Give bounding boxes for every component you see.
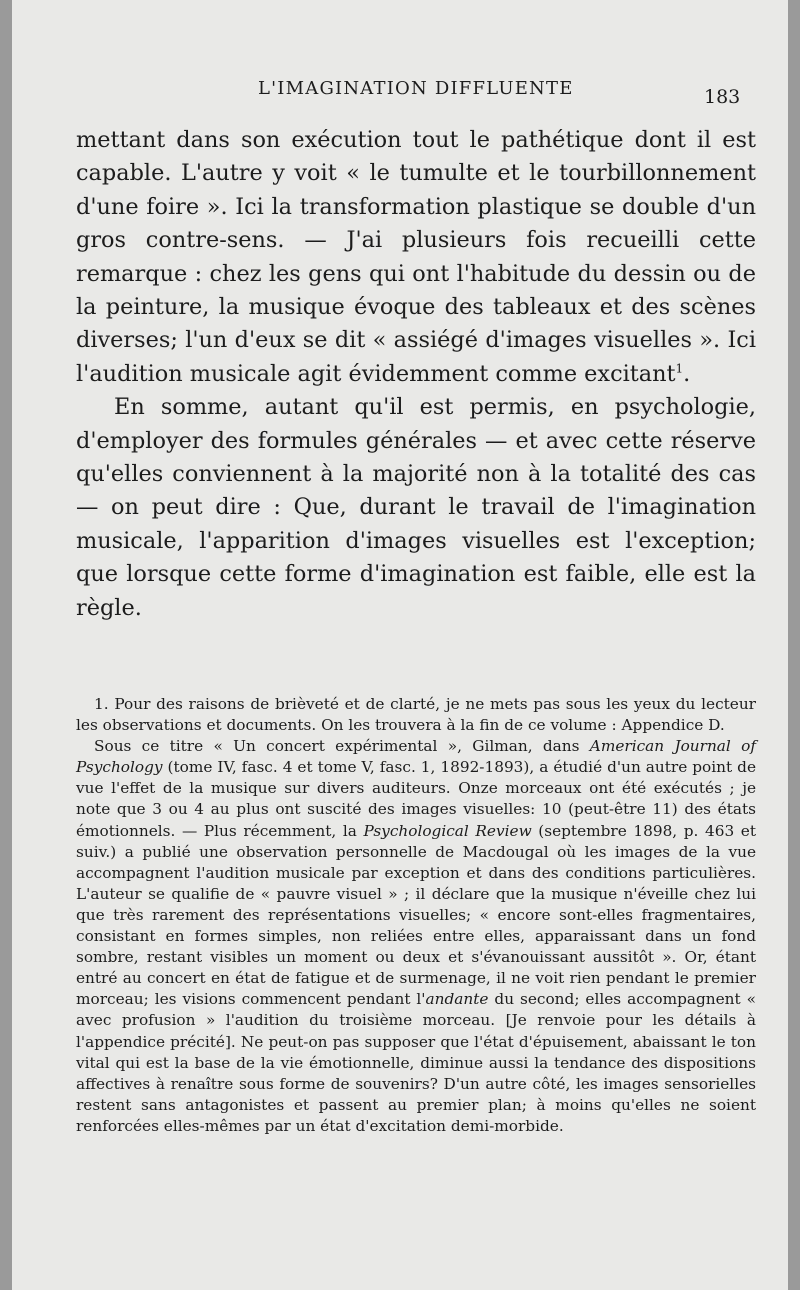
running-head: L'IMAGINATION DIFFLUENTE — [258, 78, 574, 99]
paragraph-1 — [76, 124, 756, 391]
footnote-text-c: (septembre 1898, p. 463 et suiv.) a publié une observation personnelle de Macdougal où les images de la vue accompagnent l'audition musicale par exception et dans des conditions particulières. L'auteur se qualifie de « pauvre visuel » ; il déclare que la musique n'éveille chez lui que très rarement des représentations visuelles; « encore sont-elles fragmentaires, consistant en formes simples, non reliées entre elles, apparaissant dans un fond sombre, restant visibles un moment ou deux et s'évanouissant aussitôt ». Or, étant entré au concert en état de fatigue et de surmenage, il ne voit rien pendant le premier morceau; les visions commencent pendant l' — [76, 821, 757, 1009]
main-text — [76, 124, 756, 625]
footnote-reference: 1 — [675, 361, 684, 376]
book-page — [12, 0, 788, 1290]
footnote-1: 1. Pour des raisons de brièveté et de clarté, je ne mets pas sous les yeux du lecteur les observations et documents. On les trouvera à la fin de ce volume : Appendice D. — [76, 695, 756, 735]
footnote-text-d: du second; elles accompagnent « avec profusion » l'audition du troisième morceau. [Je renvoie pour les détails à l'appendice précité]. Ne peut-on pas supposer que l'état d'épuisement, abaissant le ton vital qui est la base de la vie émotionnelle, diminue aussi la tendance des dispositions affectives à renaître sous forme de souvenirs? D'un autre côté, les images sensorielles restent sans antagonistes et passent au premier plan; à moins qu'elles ne soient renforcées elles-mêmes par un état d'excitation demi-morbide. — [76, 990, 756, 1135]
journal-title-psychological-review: Psychological Review — [363, 821, 532, 840]
page-number: 183 — [704, 86, 741, 108]
footnote-text-a: Sous ce titre « Un concert expérimental », Gilman, dans — [94, 737, 590, 756]
footnote-text-b: (tome IV, fasc. 4 et tome V, fasc. 1, 1892-1893), a étudié d'un autre point de vue l'effet de la musique sur divers auditeurs. Onze morceaux ont été exécutés ; je note que 3 ou 4 au plus ont suscité des images visuelles: 10 (peut-être 11) des états émotionnels. — Plus récemment, la — [76, 758, 756, 840]
journal-title-american: American Journal of Psychology — [76, 737, 756, 777]
andante-term: andante — [425, 990, 489, 1009]
paragraph-1-text: mettant dans son exécution tout le pathétique dont il est capable. L'autre y voit « le tumulte et le tourbillonnement d'une foire ». Ici la transformation plastique se double d'un gros contre-sens. — J'ai plusieurs fois recueilli cette remarque : chez les gens qui ont l'habitude du dessin ou de la peinture, la musique évoque des tableaux et des scènes diverses; l'un d'eux se dit « assiégé d'images visuelles ». Ici l'audition musicale agit évidemment comme excitant — [76, 127, 756, 387]
footnotes — [76, 694, 756, 1137]
paragraph-1-end: . — [683, 360, 691, 387]
footnote-1-continued — [76, 736, 756, 1137]
paragraph-2: En somme, autant qu'il est permis, en psychologie, d'employer des formules générales — et avec cette réserve qu'elles conviennent à la majorité non à la totalité des cas — on peut dire : Que, durant le travail de l'imagination musicale, l'apparition d'images visuelles est l'exception; que lorsque cette forme d'imagination est faible, elle est la règle. — [76, 394, 756, 621]
